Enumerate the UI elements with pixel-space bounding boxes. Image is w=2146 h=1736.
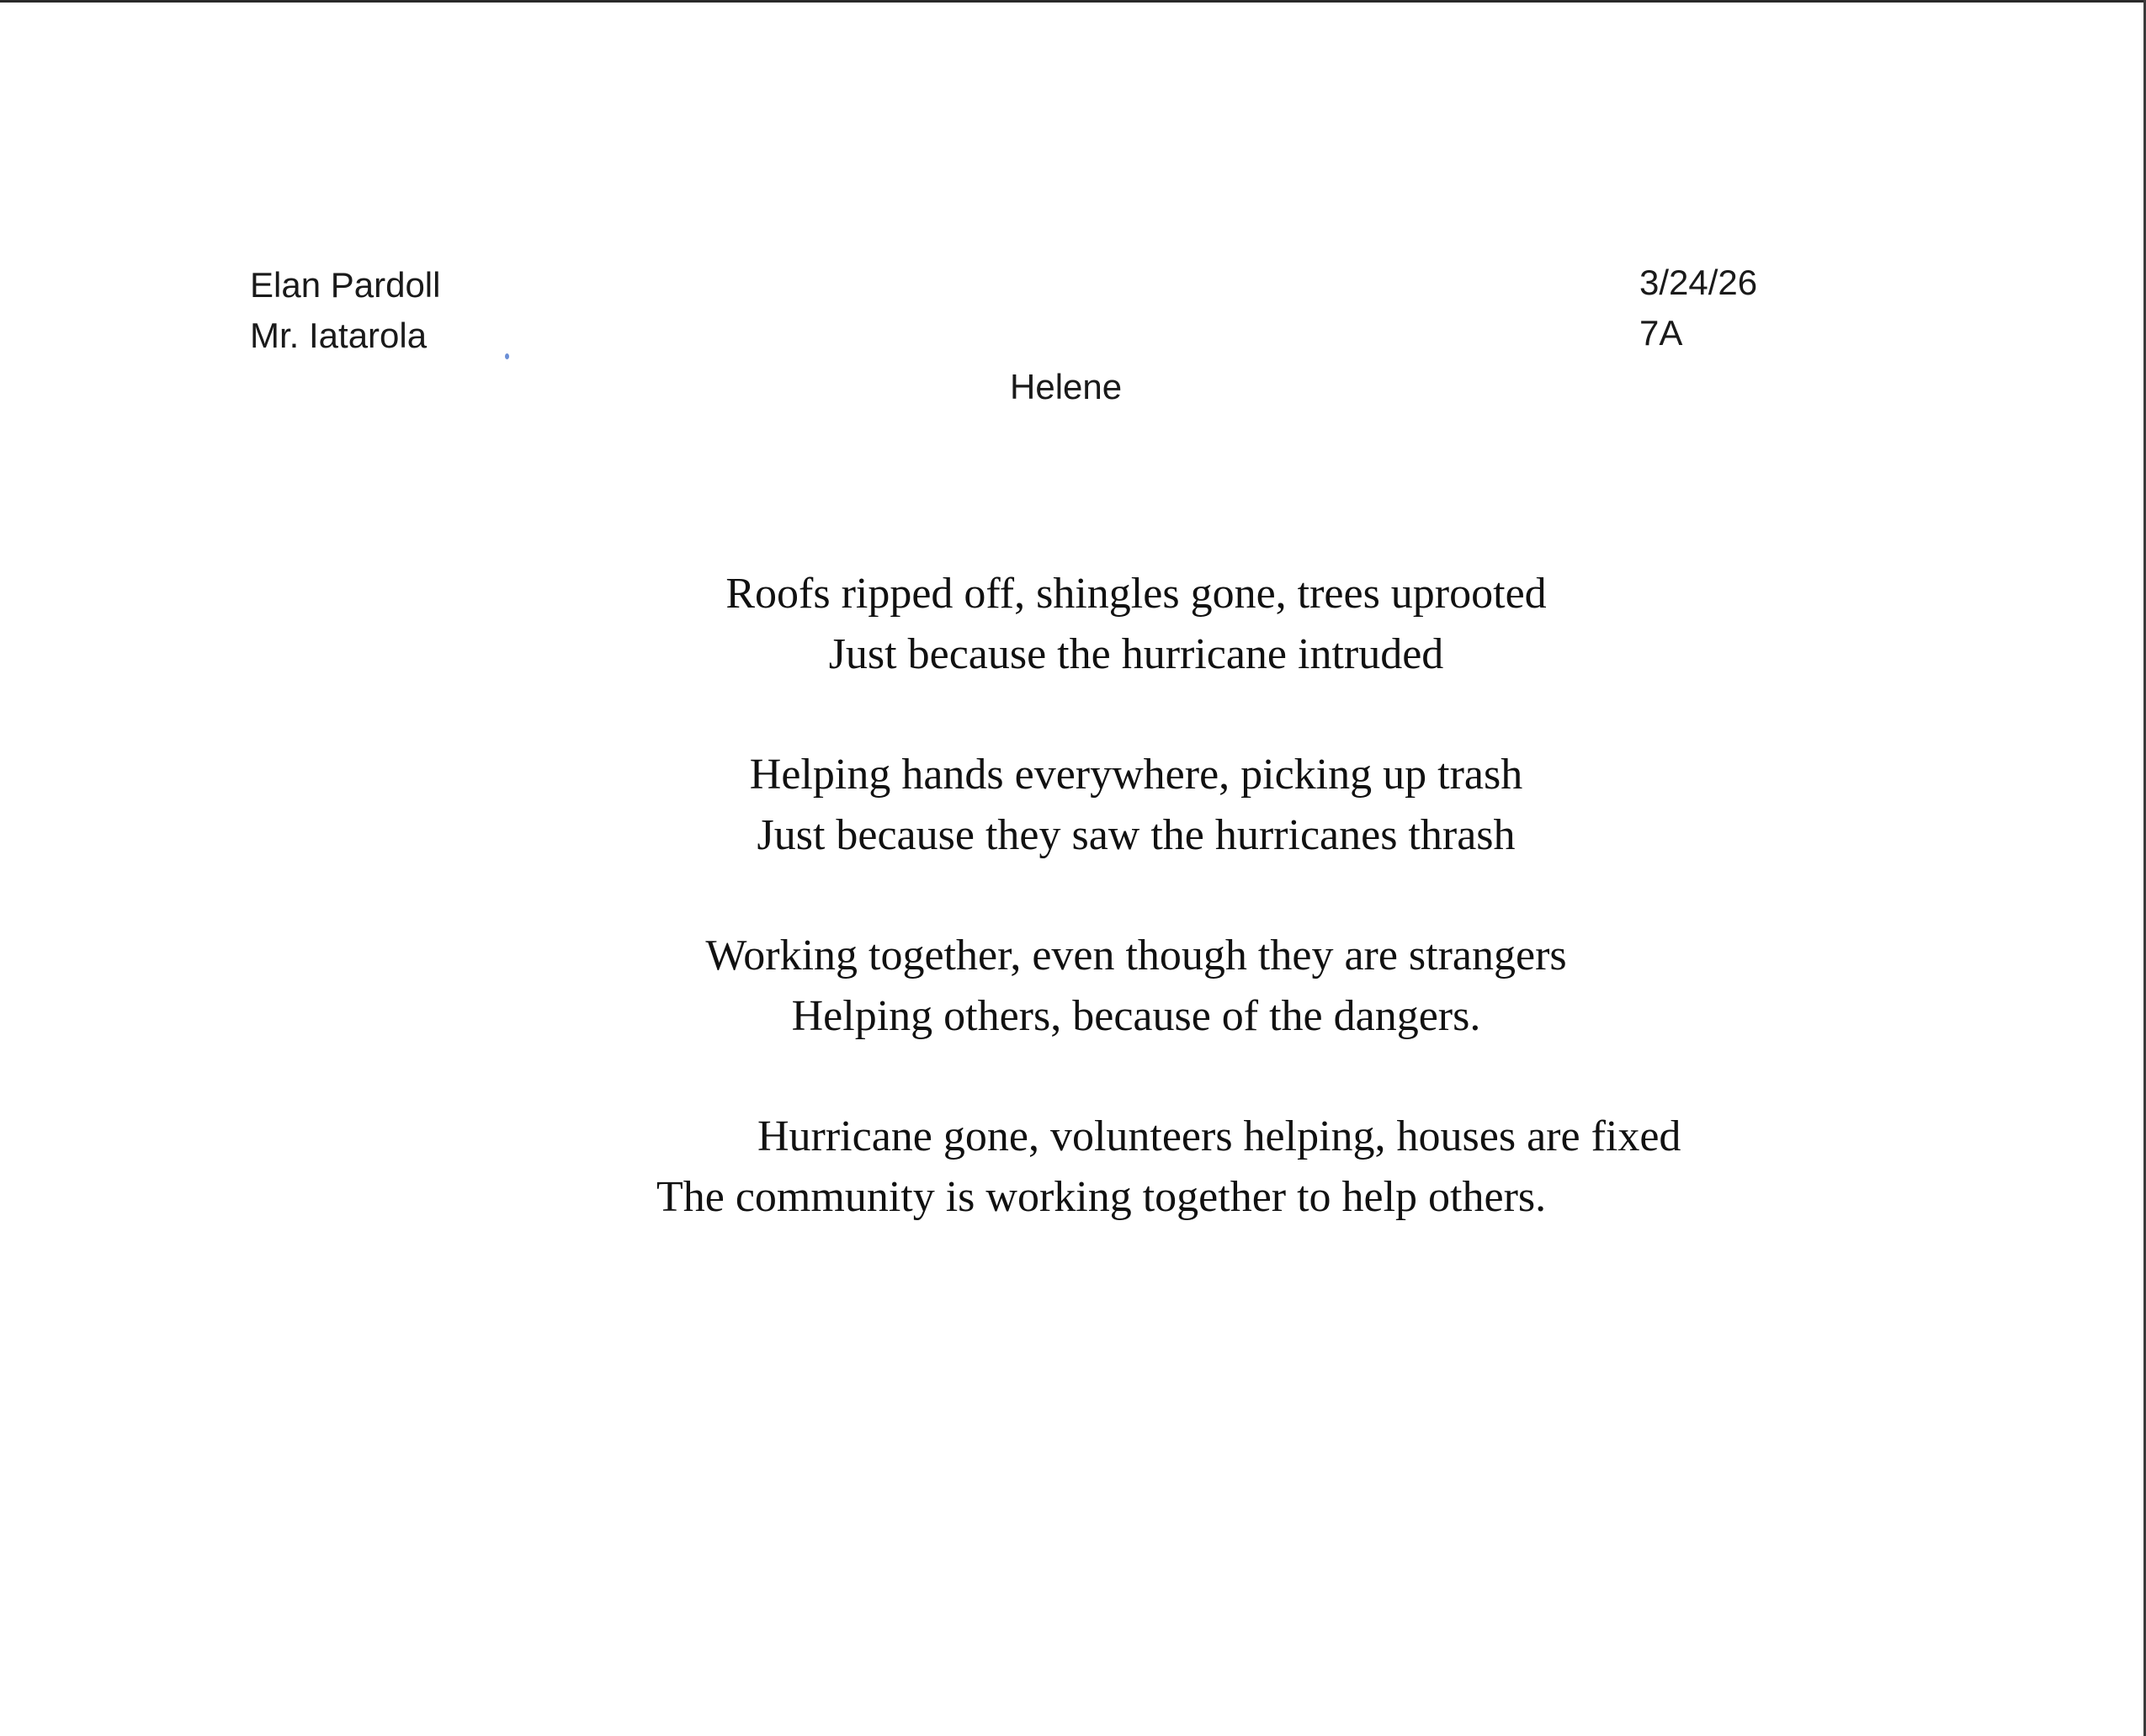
stanza-4 [656, 1107, 1681, 1228]
poem-line: The community is working together to help others. [656, 1173, 1547, 1221]
poem-title: Helene [1010, 367, 1123, 406]
date: 3/24/26 [1639, 263, 1758, 302]
scan-speck [505, 353, 509, 359]
stanza-2 [656, 745, 1616, 866]
poem-line: Just because they saw the hurricanes thrash [757, 811, 1516, 859]
poem-line: Helping hands everywhere, picking up trash [749, 751, 1523, 799]
scan-top-edge [0, 0, 2146, 3]
header-right-block [1639, 257, 1757, 358]
student-name: Elan Pardoll [250, 265, 441, 305]
poem-line: Helping others, because of the dangers. [791, 992, 1481, 1040]
teacher-name: Mr. Iatarola [250, 316, 428, 355]
poem-line: Working together, even though they are strangers [705, 932, 1567, 979]
poem-line: Roofs ripped off, shingles gone, trees uprooted [725, 570, 1547, 618]
poem-body [656, 564, 1681, 1287]
stanza-1 [656, 564, 1616, 685]
class-period: 7A [1639, 313, 1683, 353]
stanza-3 [656, 926, 1616, 1047]
header-left-block [250, 260, 440, 361]
poem-line: Hurricane gone, volunteers helping, houses are fixed [757, 1112, 1681, 1160]
poem-line: Just because the hurricane intruded [828, 630, 1444, 678]
